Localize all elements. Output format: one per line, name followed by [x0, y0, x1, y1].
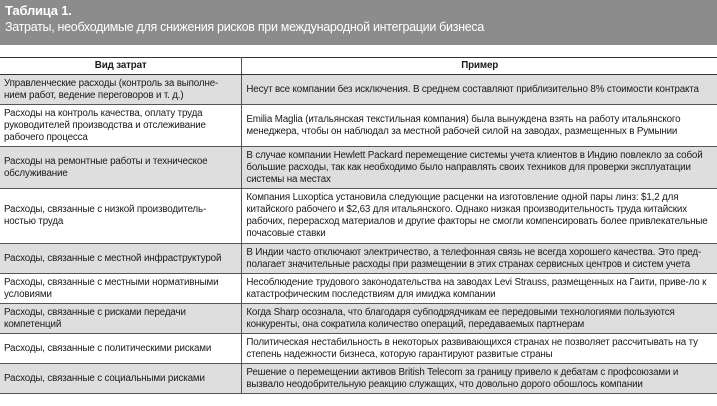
cell-cost-type: Управленческие расходы (контроль за выполне-нием работ, ведение переговоров и т. д.) — [0, 75, 242, 105]
cell-example: Политическая нестабильность в некоторых развивающихся странах не позволяет рассчитывать на ту степень надежности бизнеса, которую гарантируют развитые страны — [242, 334, 717, 364]
table-row — [0, 274, 717, 304]
table-caption-subtitle: Затраты, необходимые для снижения рисков при международной интеграции бизнеса — [5, 20, 485, 34]
cell-cost-type: Расходы, связанные с местными нормативными условиями — [0, 274, 242, 304]
cell-cost-type: Расходы, связанные с местной инфраструктурой — [0, 244, 242, 274]
table-row — [0, 189, 717, 244]
table-row — [0, 147, 717, 189]
cell-cost-type: Расходы, связанные с социальными рисками — [0, 364, 242, 394]
cell-cost-type: Расходы на контроль качества, оплату труда руководителей производства и отслеживание рабочего процесса — [0, 105, 242, 147]
cell-example: Компания Luxoptica установила следующие расценки на изготовление одной пары линз: $1,2 для китайского рабочего и $2,63 для итальянского. Однако низкая производительность труда китайских рабочих, перерасход материалов и другие факторы не смогли компенсировать более привлекательные почасовые ставки — [242, 189, 717, 244]
cell-example: В случае компании Hewlett Packard перемещение системы учета клиентов в Индию повлекло за собой большие расходы, так как необходимо было направлять своих техников для проверки эксплуатации системы на местах — [242, 147, 717, 189]
cell-cost-type: Расходы, связанные с низкой производитель-ностью труда — [0, 189, 242, 244]
cell-cost-type: Расходы, связанные с политическими рисками — [0, 334, 242, 364]
column-header-cost-type: Вид затрат — [0, 58, 242, 75]
costs-table — [0, 57, 717, 394]
table-row — [0, 304, 717, 334]
cell-example: Решение о перемещении активов British Telecom за границу привело к дебатам с профсоюзами и вызвало неодобрительную реакцию служащих, что довольно дорого обошлось компании — [242, 364, 717, 394]
table-header-row — [0, 58, 717, 75]
table-row — [0, 105, 717, 147]
column-header-example: Пример — [242, 58, 717, 75]
cell-example: Несоблюдение трудового законодательства на заводах Levi Strauss, размещенных на Гаити, приве-ло к катастрофическим последствиям для имиджа компании — [242, 274, 717, 304]
cell-example: Когда Sharp осознала, что благодаря субподрядчикам ее передовыми технологиями пользуются конкуренты, она сократила количество операций, передаваемых партнерам — [242, 304, 717, 334]
table-row — [0, 75, 717, 105]
cell-example: Emilia Maglia (итальянская текстильная компания) была вынуждена взять на работу итальянского менеджера, чтобы он наблюдал за местной рабочей силой на заводах, размещенных в Румынии — [242, 105, 717, 147]
table-row — [0, 244, 717, 274]
table-caption-title: Таблица 1. — [5, 3, 72, 18]
table-row — [0, 334, 717, 364]
cell-example: В Индии часто отключают электричество, а телефонная связь не всегда хорошего качества. Это пред-полагает значительные расходы при размещении в этих странах сервисных центров и систем учета — [242, 244, 717, 274]
cell-example: Несут все компании без исключения. В среднем составляют приблизительно 8% стоимости контракта — [242, 75, 717, 105]
cell-cost-type: Расходы, связанные с рисками передачи компетенций — [0, 304, 242, 334]
table-caption-bar — [0, 0, 717, 45]
table-row — [0, 364, 717, 394]
cell-cost-type: Расходы на ремонтные работы и техническое обслуживание — [0, 147, 242, 189]
